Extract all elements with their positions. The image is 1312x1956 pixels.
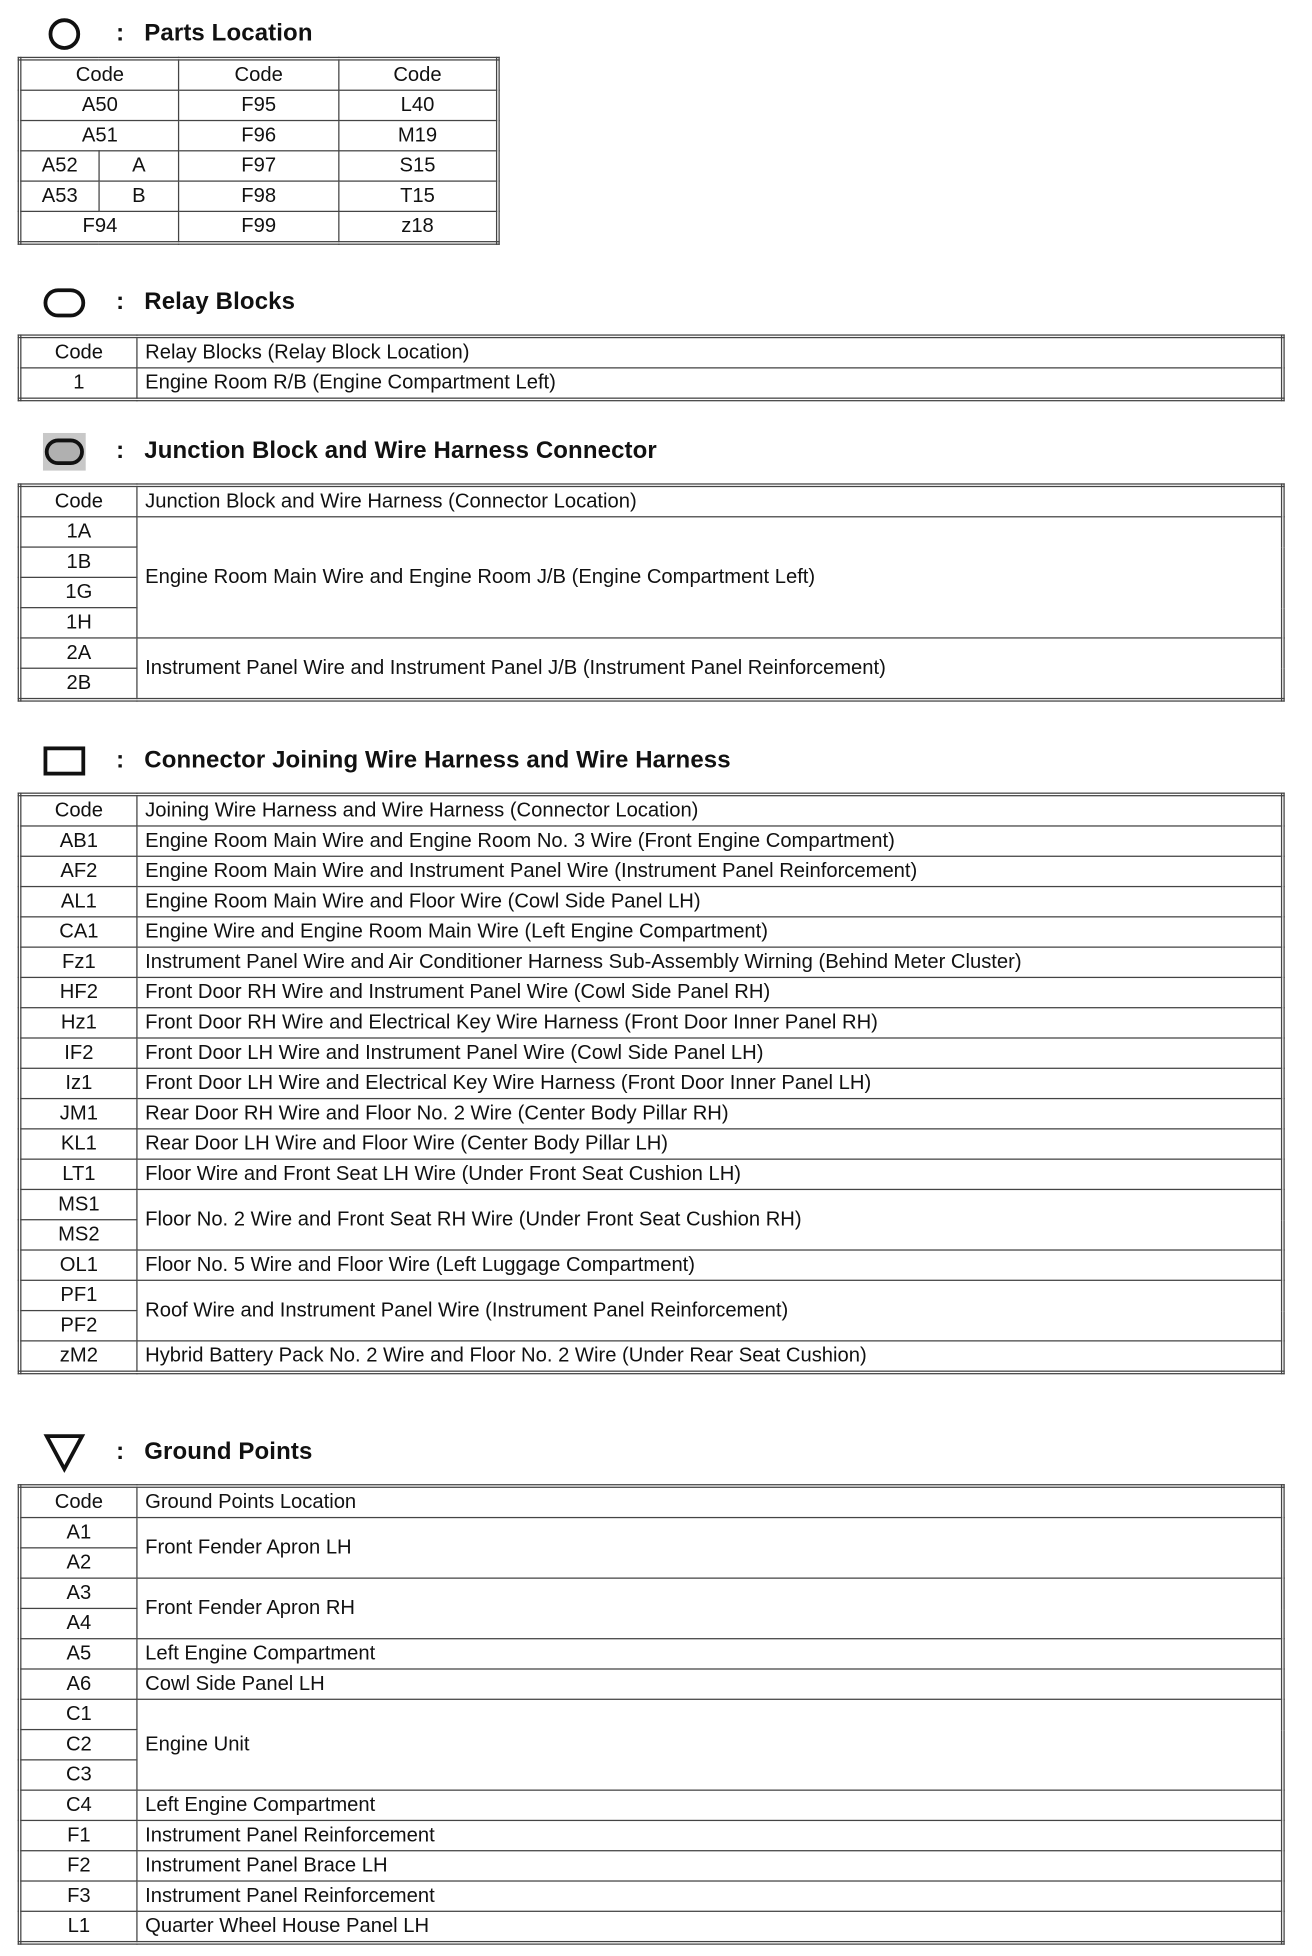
table-row (20, 1699, 1283, 1729)
section-colon: : (116, 20, 125, 47)
table-row (20, 887, 1283, 917)
code-cell: C4 (20, 1790, 137, 1820)
code-cell: OL1 (20, 1250, 137, 1280)
code-cell: S15 (338, 151, 497, 181)
circle-icon (43, 15, 86, 53)
code-cell: F94 (20, 211, 179, 243)
table-row (20, 1881, 1283, 1911)
code-cell: 1A (20, 517, 137, 547)
table-row (20, 1911, 1283, 1943)
code-cell: F2 (20, 1851, 137, 1881)
table-row (20, 1189, 1283, 1219)
ground-points-title: Ground Points (144, 1438, 313, 1466)
code-cell: Iz1 (20, 1068, 137, 1098)
description-cell: Floor No. 2 Wire and Front Seat RH Wire (Under Front Seat Cushion RH) (137, 1189, 1283, 1250)
table-row (20, 977, 1283, 1007)
code-cell: AB1 (20, 826, 137, 856)
section-colon: : (116, 747, 125, 774)
header-cell: Code (338, 59, 497, 91)
table-header-row (20, 59, 498, 91)
header-cell: Code (179, 59, 338, 91)
code-cell: zM2 (20, 1341, 137, 1373)
junction-block-title: Junction Block and Wire Harness Connector (144, 437, 657, 465)
relay-blocks-table (18, 334, 1285, 401)
code-cell: C1 (20, 1699, 137, 1729)
rounded-oval-icon (43, 284, 86, 322)
table-row (20, 121, 498, 151)
header-cell: Code (20, 485, 137, 517)
shaded-oval-icon (43, 433, 86, 471)
connector-joining-table (18, 793, 1285, 1375)
code-cell: MS1 (20, 1189, 137, 1219)
code-cell: AL1 (20, 887, 137, 917)
parts-location-header (43, 13, 313, 56)
code-cell: L40 (338, 90, 497, 120)
description-cell: Instrument Panel Reinforcement (137, 1820, 1283, 1850)
description-cell: Floor No. 5 Wire and Floor Wire (Left Luggage Compartment) (137, 1250, 1283, 1280)
code-cell: 1G (20, 577, 137, 607)
code-cell: M19 (338, 121, 497, 151)
header-cell: Ground Points Location (137, 1486, 1283, 1518)
table-row (20, 1639, 1283, 1669)
code-cell: A52 (20, 151, 99, 181)
description-cell: Engine Room R/B (Engine Compartment Left) (137, 368, 1283, 400)
code-cell: A3 (20, 1578, 137, 1608)
description-cell: Left Engine Compartment (137, 1790, 1283, 1820)
description-cell: Instrument Panel Wire and Instrument Panel J/B (Instrument Panel Reinforcement) (137, 638, 1283, 700)
code-cell: A50 (20, 90, 179, 120)
junction-block-header (43, 430, 657, 473)
parts-location-table (18, 57, 500, 245)
table-row (20, 1341, 1283, 1373)
table-row (20, 1250, 1283, 1280)
table-row (20, 181, 498, 211)
description-cell: Rear Door LH Wire and Floor Wire (Center Body Pillar LH) (137, 1129, 1283, 1159)
table-row (20, 917, 1283, 947)
code-cell: A5 (20, 1639, 137, 1669)
description-cell: Cowl Side Panel LH (137, 1669, 1283, 1699)
header-cell: Code (20, 794, 137, 826)
description-cell: Front Door RH Wire and Electrical Key Wire Harness (Front Door Inner Panel RH) (137, 1008, 1283, 1038)
table-row (20, 517, 1283, 547)
ground-points-header (43, 1431, 313, 1474)
code-sub-cell: B (99, 181, 179, 211)
code-cell: C3 (20, 1760, 137, 1790)
description-cell: Hybrid Battery Pack No. 2 Wire and Floor No. 2 Wire (Under Rear Seat Cushion) (137, 1341, 1283, 1373)
description-cell: Floor Wire and Front Seat LH Wire (Under Front Seat Cushion LH) (137, 1159, 1283, 1189)
description-cell: Engine Room Main Wire and Floor Wire (Cowl Side Panel LH) (137, 887, 1283, 917)
table-row (20, 1578, 1283, 1608)
table-row (20, 1038, 1283, 1068)
code-cell: 1H (20, 608, 137, 638)
code-cell: 1B (20, 547, 137, 577)
description-cell: Front Fender Apron LH (137, 1518, 1283, 1579)
junction-block-table (18, 483, 1285, 701)
code-cell: PF1 (20, 1280, 137, 1310)
code-cell: AF2 (20, 856, 137, 886)
table-row (20, 90, 498, 120)
code-cell: PF2 (20, 1311, 137, 1341)
table-row (20, 1820, 1283, 1850)
description-cell: Front Door LH Wire and Instrument Panel Wire (Cowl Side Panel LH) (137, 1038, 1283, 1068)
code-cell: F1 (20, 1820, 137, 1850)
code-cell: F99 (179, 211, 338, 243)
code-cell: A6 (20, 1669, 137, 1699)
table-row (20, 638, 1283, 668)
code-cell: A4 (20, 1608, 137, 1638)
table-row (20, 947, 1283, 977)
code-cell: z18 (338, 211, 497, 243)
table-row (20, 211, 498, 243)
code-cell: A1 (20, 1518, 137, 1548)
code-cell: 2A (20, 638, 137, 668)
description-cell: Roof Wire and Instrument Panel Wire (Instrument Panel Reinforcement) (137, 1280, 1283, 1341)
table-header-row (20, 794, 1283, 826)
code-cell: 2B (20, 668, 137, 700)
code-cell: A2 (20, 1548, 137, 1578)
relay-blocks-title: Relay Blocks (144, 288, 296, 316)
description-cell: Instrument Panel Reinforcement (137, 1881, 1283, 1911)
description-cell: Engine Room Main Wire and Engine Room J/B (Engine Compartment Left) (137, 517, 1283, 638)
description-cell: Engine Room Main Wire and Engine Room No. 3 Wire (Front Engine Compartment) (137, 826, 1283, 856)
table-row (20, 1129, 1283, 1159)
table-row (20, 1099, 1283, 1129)
header-cell: Code (20, 59, 179, 91)
code-cell: F97 (179, 151, 338, 181)
description-cell: Engine Room Main Wire and Instrument Panel Wire (Instrument Panel Reinforcement) (137, 856, 1283, 886)
description-cell: Instrument Panel Wire and Air Conditioner Harness Sub-Assembly Wirning (Behind Meter Cluster) (137, 947, 1283, 977)
description-cell: Left Engine Compartment (137, 1639, 1283, 1669)
triangle-down-icon (43, 1434, 86, 1472)
section-colon: : (116, 437, 125, 465)
connector-joining-header (43, 740, 731, 783)
table-row (20, 1669, 1283, 1699)
code-cell: JM1 (20, 1099, 137, 1129)
code-cell: CA1 (20, 917, 137, 947)
description-cell: Rear Door RH Wire and Floor No. 2 Wire (Center Body Pillar RH) (137, 1099, 1283, 1129)
description-cell: Quarter Wheel House Panel LH (137, 1911, 1283, 1943)
table-row (20, 151, 498, 181)
header-cell: Relay Blocks (Relay Block Location) (137, 336, 1283, 368)
parts-location-title: Parts Location (144, 20, 313, 47)
header-cell: Junction Block and Wire Harness (Connector Location) (137, 485, 1283, 517)
description-cell: Engine Wire and Engine Room Main Wire (Left Engine Compartment) (137, 917, 1283, 947)
code-cell: C2 (20, 1730, 137, 1760)
description-cell: Front Door RH Wire and Instrument Panel Wire (Cowl Side Panel RH) (137, 977, 1283, 1007)
table-row (20, 1068, 1283, 1098)
table-header-row (20, 485, 1283, 517)
header-cell: Code (20, 1486, 137, 1518)
table-row (20, 1790, 1283, 1820)
code-cell: 1 (20, 368, 137, 400)
table-header-row (20, 336, 1283, 368)
code-cell: Fz1 (20, 947, 137, 977)
code-cell: F3 (20, 1881, 137, 1911)
table-row (20, 826, 1283, 856)
header-cell: Code (20, 336, 137, 368)
ground-points-table (18, 1484, 1285, 1945)
code-cell: F98 (179, 181, 338, 211)
table-row (20, 1851, 1283, 1881)
section-colon: : (116, 1438, 125, 1466)
code-cell: F95 (179, 90, 338, 120)
code-cell: L1 (20, 1911, 137, 1943)
connector-joining-title: Connector Joining Wire Harness and Wire Harness (144, 747, 731, 774)
section-colon: : (116, 288, 125, 316)
table-row (20, 1518, 1283, 1548)
rectangle-icon (43, 742, 86, 780)
description-cell: Instrument Panel Brace LH (137, 1851, 1283, 1881)
header-cell: Joining Wire Harness and Wire Harness (Connector Location) (137, 794, 1283, 826)
table-header-row (20, 1486, 1283, 1518)
code-cell: Hz1 (20, 1008, 137, 1038)
table-row (20, 1159, 1283, 1189)
code-cell: F96 (179, 121, 338, 151)
code-cell: IF2 (20, 1038, 137, 1068)
code-cell: T15 (338, 181, 497, 211)
description-cell: Front Door LH Wire and Electrical Key Wire Harness (Front Door Inner Panel LH) (137, 1068, 1283, 1098)
code-cell: MS2 (20, 1220, 137, 1250)
table-row (20, 1280, 1283, 1310)
code-cell: A53 (20, 181, 99, 211)
description-cell: Front Fender Apron RH (137, 1578, 1283, 1639)
table-row (20, 856, 1283, 886)
code-sub-cell: A (99, 151, 179, 181)
code-cell: A51 (20, 121, 179, 151)
code-cell: HF2 (20, 977, 137, 1007)
description-cell: Engine Unit (137, 1699, 1283, 1790)
table-row (20, 1008, 1283, 1038)
code-cell: KL1 (20, 1129, 137, 1159)
code-cell: LT1 (20, 1159, 137, 1189)
table-row (20, 368, 1283, 400)
relay-blocks-header (43, 281, 295, 324)
